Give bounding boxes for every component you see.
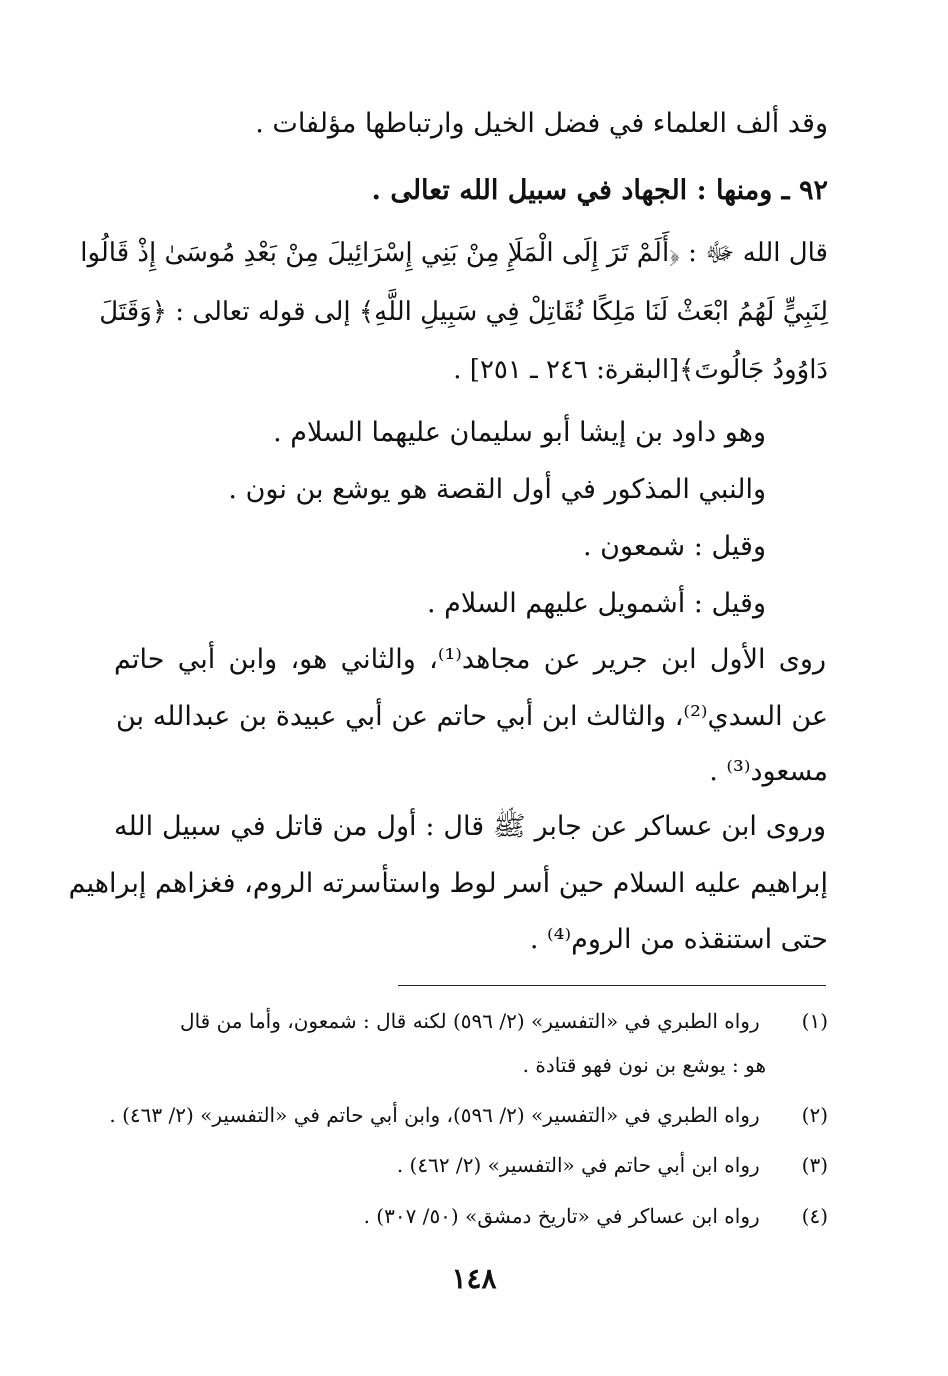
paragraph-line: وقد ألف العلماء في فضل الخيل وارتباطها مؤلفات .	[255, 108, 828, 139]
footnote-number: (٤)	[801, 1204, 828, 1228]
footnote-text: رواه الطبري في «التفسير» (٢/ ٥٩٦) لكنه قال : شمعون، وأما من قال	[180, 1009, 760, 1033]
footnote-number: (١)	[801, 1009, 828, 1033]
section-heading: ٩٢ ـ ومنها : الجهاد في سبيل الله تعالى .	[371, 175, 828, 206]
footnote	[116, 1201, 828, 1231]
paragraph-line: وقيل : أشمويل عليهم السلام .	[426, 588, 766, 619]
footnote-text: رواه ابن أبي حاتم في «التفسير» (٢/ ٤٦٢) .	[396, 1153, 760, 1177]
footnote-text: رواه ابن عساكر في «تاريخ دمشق» (٥٠/ ٣٠٧) .	[363, 1204, 760, 1228]
paragraph-line: حتى استنقذه من الروم⁽⁴⁾ .	[529, 924, 828, 955]
page-number: ١٤٨	[451, 1262, 497, 1295]
footnote	[116, 1150, 828, 1180]
quran-verse-line: دَاوُودُ جَالُوتَ﴾[البقرة: ٢٤٦ ـ ٢٥١] .	[453, 355, 828, 385]
footnote-text: رواه الطبري في «التفسير» (٢/ ٥٩٦)، وابن أبي حاتم في «التفسير» (٢/ ٤٦٣) .	[109, 1103, 760, 1127]
paragraph-line: وروى ابن عساكر عن جابر ﷺ قال : أول من قاتل في سبيل الله	[114, 811, 826, 842]
paragraph-line: إبراهيم عليه السلام حين أسر لوط واستأسرته الروم، فغزاهم إبراهيم	[68, 868, 828, 899]
quran-verse-line: قال الله ﷻ : ﴿أَلَمْ تَرَ إِلَى الْمَلَإِ مِنْ بَنِي إِسْرَائِيلَ مِنْ بَعْدِ مُوسَىٰ إِذْ قَالُوا	[80, 238, 828, 268]
quran-verse-line: لِنَبِيٍّ لَهُمُ ابْعَثْ لَنَا مَلِكًا نُقَاتِلْ فِي سَبِيلِ اللَّهِ﴾ إلى قوله تعالى : ﴿وَقَتَلَ	[99, 297, 828, 327]
paragraph-line: روى الأول ابن جرير عن مجاهد⁽¹⁾، والثاني هو، وابن أبي حاتم	[114, 644, 826, 675]
paragraph-line: والنبي المذكور في أول القصة هو يوشع بن نون .	[228, 474, 766, 505]
footnote-separator	[398, 985, 826, 986]
paragraph-line: عن السدي⁽²⁾، والثالث ابن أبي حاتم عن أبي عبيدة بن عبدالله بن	[116, 701, 828, 732]
paragraph-line: وقيل : شمعون .	[582, 531, 766, 562]
paragraph-line: مسعود⁽³⁾ .	[709, 756, 828, 787]
footnote-number: (٢)	[801, 1103, 828, 1127]
footnote-continuation: هو : يوشع بن نون فهو قتادة .	[522, 1053, 766, 1077]
paragraph-line: وهو داود بن إيشا أبو سليمان عليهما السلام .	[273, 417, 766, 448]
footnote	[116, 1006, 828, 1036]
footnote-number: (٣)	[801, 1153, 828, 1177]
footnote	[109, 1100, 828, 1130]
